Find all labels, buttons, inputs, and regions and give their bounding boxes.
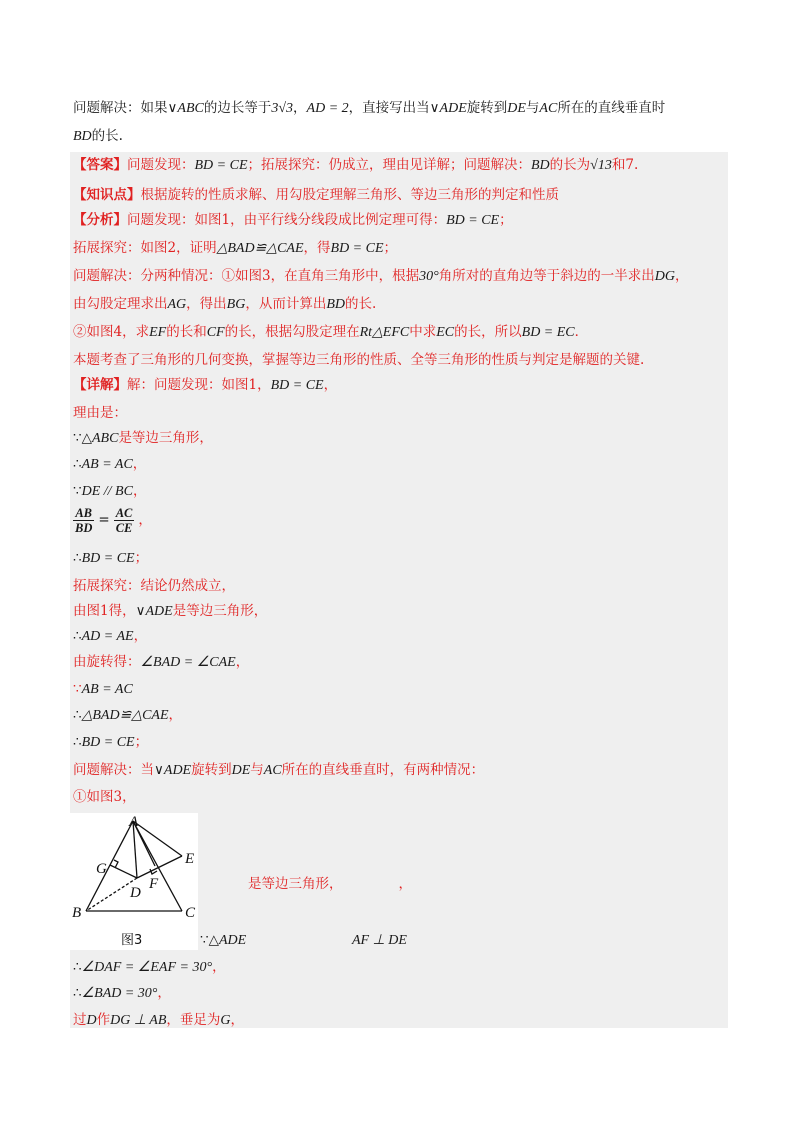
fraction-ab-bd: $\frac{AB}{BD}$ xyxy=(75,506,93,535)
analysis-tag: 【分析】 xyxy=(73,212,127,228)
label-b: B xyxy=(72,905,82,921)
detail-line-8: 拓展探究：结论仍然成立， xyxy=(73,578,235,594)
label-a: A xyxy=(129,814,139,830)
triangle-symbol: ∨ xyxy=(429,100,440,116)
knowledge-line: 【知识点】根据旋转的性质求解、用勾股定理解三角形、等边三角形的判定和性质 xyxy=(73,187,559,203)
label-c: C xyxy=(185,905,196,921)
figure-3-diagram xyxy=(70,813,198,950)
detail-line-18-right: AF ⊥ DE xyxy=(352,933,407,948)
detail-line-18: ∵△ADE xyxy=(200,932,247,948)
label-e: E xyxy=(185,851,195,867)
detail-line-7: ∴BD = CE； xyxy=(73,550,149,566)
figure-3 xyxy=(70,813,198,950)
analysis-line-5: ②如图4，求EF的长和CF的长，根据勾股定理在Rt△EFC中求EC的长，所以BD = EC． xyxy=(73,324,589,340)
detail-line-2: 理由是： xyxy=(73,405,127,421)
analysis-line-6: 本题考查了三角形的几何变换，掌握等边三角形的性质、全等三角形的性质与判定是解题的关键. xyxy=(73,352,645,368)
triangle-symbol: ∨ xyxy=(135,603,146,619)
segment-ab xyxy=(86,821,133,911)
detail-tag: 【详解】 xyxy=(73,377,127,393)
triangle-symbol: ∨ xyxy=(167,100,178,116)
detail-line-20: ∴∠BAD = 30°， xyxy=(73,985,171,1001)
analysis-line-1: 【分析】问题发现：如图1，由平行线分线段成比例定理可得：BD = CE； xyxy=(73,212,513,228)
analysis-line-3: 问题解决：分两种情况：①如图3，在直角三角形中，根据30°角所对的直角边等于斜边的一半求出DG， xyxy=(73,268,689,284)
problem-line-1: 问题解决：如果∨ABC的边长等于3√3，AD = 2，直接写出当∨ADE旋转到DE与AC所在的直线垂直时 xyxy=(73,100,666,116)
detail-line-17: 是等边三角形， ， xyxy=(248,876,412,892)
detail-line-16: ①如图3， xyxy=(73,789,136,805)
analysis-line-2: 拓展探究：如图2，证明△BAD≌△CAE，得BD = CE； xyxy=(73,240,398,256)
detail-line-12: ∵AB = AC xyxy=(73,681,133,697)
detail-line-15: 问题解决：当∨ADE旋转到DE与AC所在的直线垂直时，有两种情况： xyxy=(73,762,485,778)
answer-line: 【答案】问题发现：BD = CE；拓展探究：仍成立，理由见详解；问题解决：BD的长为√13和7. xyxy=(73,157,639,173)
detail-line-19: ∴∠DAF = ∠EAF = 30°， xyxy=(73,959,226,975)
label-f: F xyxy=(149,876,159,892)
detail-line-5: ∵DE // BC， xyxy=(73,483,147,499)
segment-de xyxy=(137,856,182,878)
label-d: D xyxy=(130,885,141,901)
detail-line-6-fraction: $\frac{AB}{BD}$ = $\frac{AC}{CE}$ ， xyxy=(75,506,152,535)
segment-ae xyxy=(133,821,182,856)
detail-line-14: ∴BD = CE； xyxy=(73,734,149,750)
detail-line-13: ∴△BAD≌△CAE， xyxy=(73,707,183,723)
answer-tag: 【答案】 xyxy=(73,157,127,173)
detail-line-4: ∴AB = AC， xyxy=(73,456,147,472)
fraction-ac-ce: $\frac{AC}{CE}$ xyxy=(115,506,133,535)
detail-line-1: 【详解】解：问题发现：如图1，BD = CE， xyxy=(73,377,338,393)
figure-caption: 图3 xyxy=(121,933,143,948)
detail-line-9: 由图1得，∨ADE是等边三角形， xyxy=(73,603,268,619)
triangle-symbol: ∨ xyxy=(154,762,164,778)
problem-line-2: BD的长. xyxy=(73,128,123,144)
detail-line-21: 过D作DG ⊥ AB，垂足为G， xyxy=(73,1012,245,1028)
detail-line-10: ∴AD = AE， xyxy=(73,628,148,644)
detail-line-11: 由旋转得：∠BAD = ∠CAE， xyxy=(73,654,250,670)
label-g: G xyxy=(96,861,107,877)
analysis-line-4: 由勾股定理求出AG，得出BG，从而计算出BD的长. xyxy=(73,296,377,312)
detail-line-3: ∵△ABC是等边三角形， xyxy=(73,430,213,446)
knowledge-tag: 【知识点】 xyxy=(73,187,141,203)
segment-dg xyxy=(110,865,137,878)
